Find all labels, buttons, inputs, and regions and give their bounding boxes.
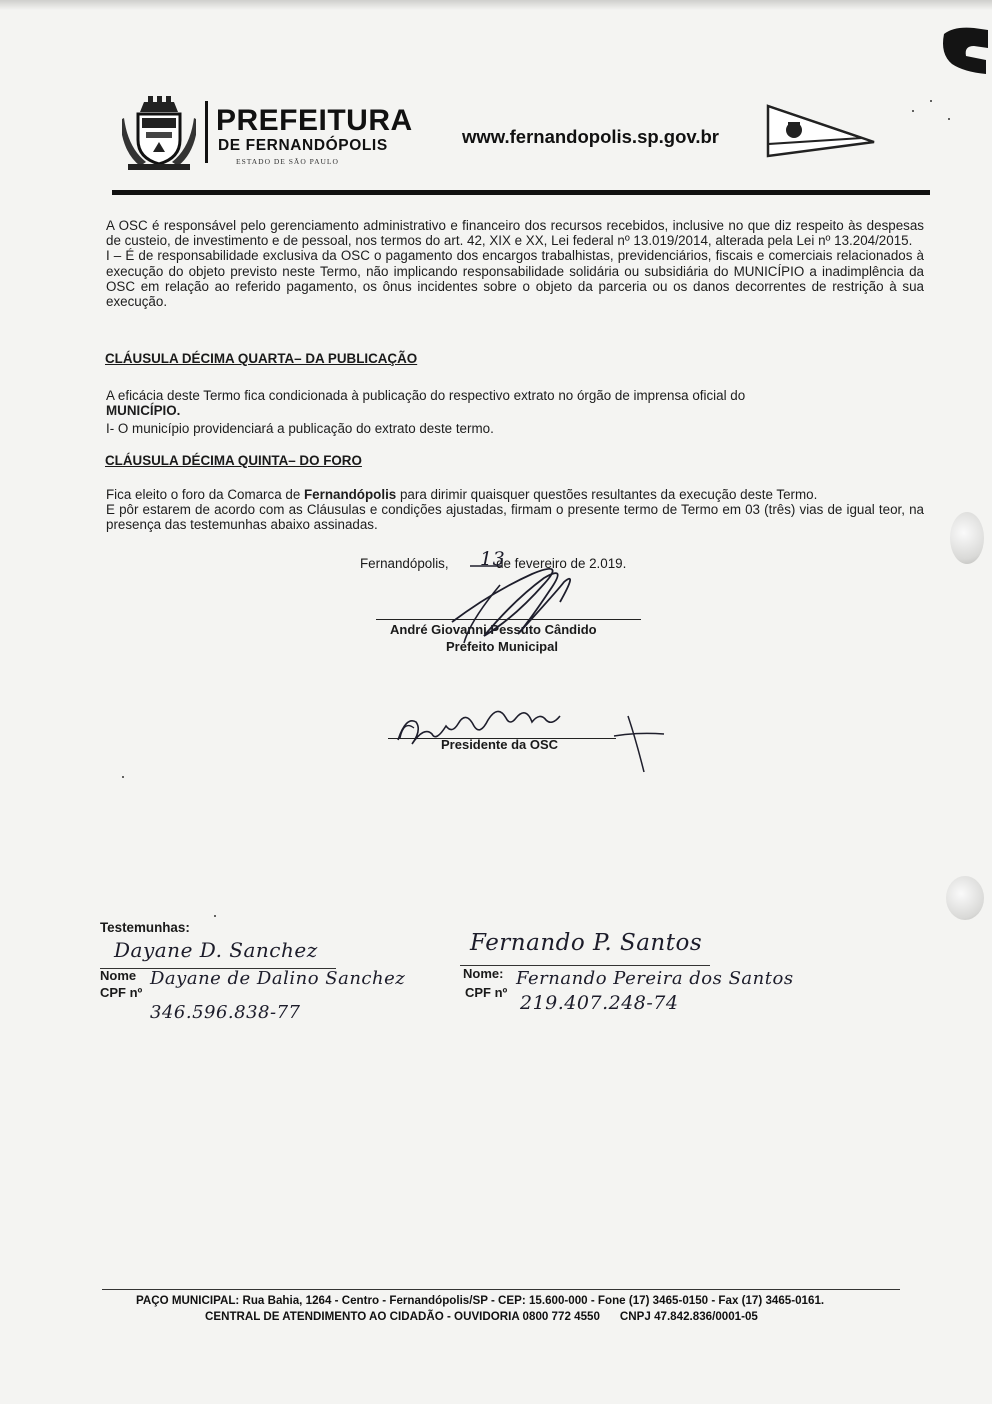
brand-title: PREFEITURA: [216, 104, 413, 137]
speck: [122, 776, 124, 778]
speck: [912, 110, 914, 112]
witnesses-label: Testemunhas:: [100, 920, 190, 935]
footer-rule: [102, 1289, 900, 1290]
footer-contact: CENTRAL DE ATENDIMENTO AO CIDADÃO - OUVIDORIA 0800 772 4550 CNPJ 47.842.836/0001-05: [205, 1310, 758, 1323]
brand-state: ESTADO DE SÃO PAULO: [236, 157, 339, 166]
punch-hole-top: [950, 512, 984, 564]
clause-14-heading: CLÁUSULA DÉCIMA QUARTA– DA PUBLICAÇÃO: [105, 351, 418, 366]
brand-subtitle: DE FERNANDÓPOLIS: [218, 137, 388, 154]
footer-address: PAÇO MUNICIPAL: Rua Bahia, 1264 - Centro - Fernandópolis/SP - CEP: 15.600-000 - Fone (17) 3465-0150 - Fax (17) 3465-0161.: [136, 1294, 825, 1307]
paragraph-publication: A eficácia deste Termo fica condicionada à publicação do respectivo extrato no órgão de imprensa oficial do MUNICÍPIO.: [106, 388, 746, 419]
handwritten-day: 13: [480, 548, 506, 570]
witness1-name-label: Nome: [100, 968, 137, 983]
osc-check-mark: [614, 716, 664, 772]
osc-role: Presidente da OSC: [441, 737, 559, 752]
witness1-name: Dayane de Dalino Sanchez: [150, 968, 406, 989]
witness1-cpf: 346.596.838-77: [150, 1002, 301, 1023]
witness1-cpf-label: CPF nº: [100, 985, 143, 1000]
mayor-role: Prefeito Municipal: [446, 639, 558, 654]
paragraph-forum: Fica eleito o foro da Comarca de Fernandópolis para dirimir quaisquer questões resultantes da execução deste Termo. E pôr estarem de acordo com as Cláusulas e condições ajustadas, firmam o presente termo de Termo em 03 (três) vias de igual teor, na presença das testemunhas abaixo assinadas.: [106, 487, 924, 533]
speck: [930, 100, 932, 102]
header-rule: [112, 190, 930, 195]
punch-hole-bottom: [946, 876, 984, 920]
staple-mark-icon: [930, 14, 992, 80]
mayor-name: André Giovanni Pessuto Cândido: [390, 622, 597, 637]
header-divider: [205, 101, 208, 163]
paragraph-publication-item: I- O município providenciará a publicação do extrato deste termo.: [106, 421, 494, 436]
date-line: Fernandópolis, de fevereiro de 2.019.: [360, 556, 627, 571]
coat-of-arms-icon: [122, 96, 196, 176]
witness2-cpf: 219.407.248-74: [520, 992, 679, 1014]
website-link[interactable]: www.fernandopolis.sp.gov.br: [462, 126, 719, 147]
witness2-signature: Fernando P. Santos: [470, 930, 703, 956]
municipal-flag-icon: [766, 100, 876, 160]
speck: [214, 915, 216, 917]
speck: [948, 118, 950, 120]
mayor-signature-line: [376, 619, 641, 620]
witness2-name-label: Nome:: [463, 966, 504, 981]
witness2-name: Fernando Pereira dos Santos: [516, 968, 794, 989]
scan-edge: [0, 0, 992, 10]
witness2-cpf-label: CPF nº: [465, 985, 508, 1000]
paragraph-responsibility: A OSC é responsável pelo gerenciamento administrativo e financeiro dos recursos recebidos, inclusive no que diz respeito às despesas de custeio, de investimento e de pessoal, nos termos do art. 42, XIX e XX, Lei federal nº 13.019/2014, alterada pela Lei nº 13.204/2015. I – É de responsabilidade exclusiva da OSC o pagamento dos encargos trabalhistas, previdenciários, fiscais e comerciais relacionados à execução do objeto previsto neste Termo, não implicando responsabilidade solidária ou subsidiária do MUNICÍPIO a inadimplência da OSC em relação ao referido pagamento, os ônus incidentes sobre o objeto da parceria ou os danos decorrentes de restrição à sua execução.: [106, 218, 924, 310]
clause-15-heading: CLÁUSULA DÉCIMA QUINTA– DO FORO: [105, 453, 362, 468]
witness1-signature: Dayane D. Sanchez: [114, 938, 318, 962]
